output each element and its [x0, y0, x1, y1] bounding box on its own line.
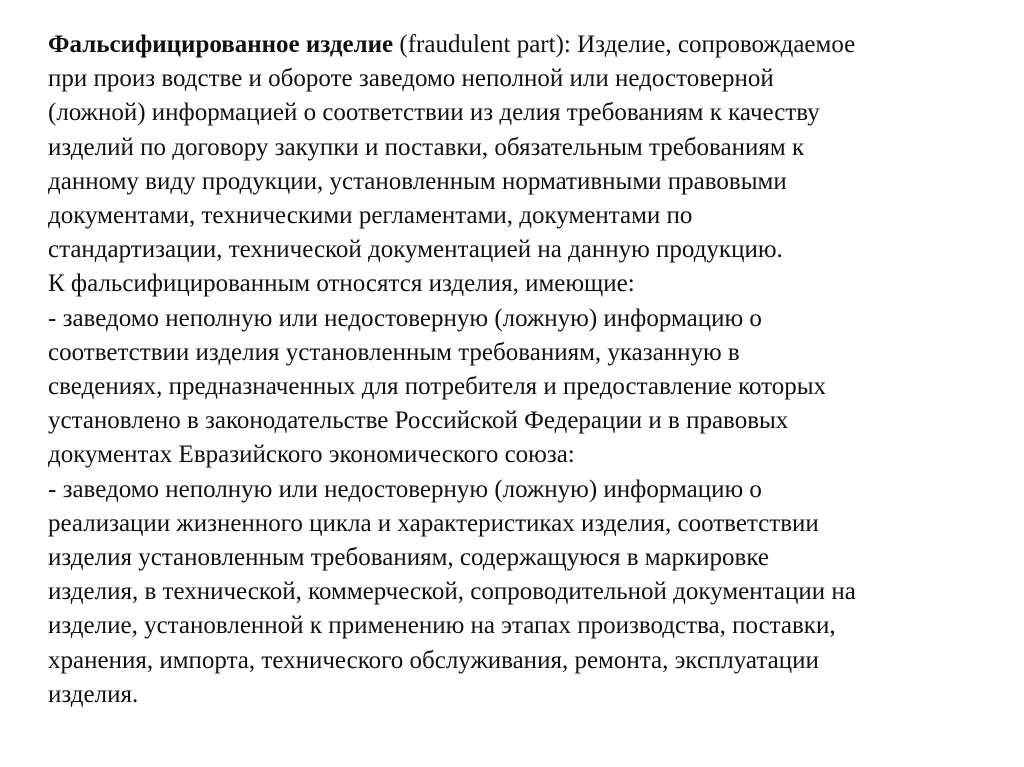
body-text	[48, 28, 988, 712]
item-1-line: - заведомо неполную или недостоверную (ложную) информацию о	[48, 304, 762, 332]
item-2-line: изделия установленным требованиям, содержащуюся в маркировке	[48, 544, 769, 572]
definition-first-line	[48, 28, 988, 62]
item-2-line: изделия.	[48, 680, 139, 708]
item-2-line: - заведомо неполную или недостоверную (ложную) информацию о	[48, 475, 762, 503]
item-1-line: сведениях, предназначенных для потребителя и предоставление которых	[48, 373, 827, 401]
item-1-line: документах Евразийского экономического союза:	[48, 441, 575, 469]
item-2-line: реализации жизненного цикла и характеристиках изделия, соответствии	[48, 509, 819, 537]
item-2-line: хранения, импорта, технического обслуживания, ремонта, эксплуатации	[48, 646, 819, 674]
definition-line: документами, техническими регламентами, документами по	[48, 202, 693, 230]
definition-line: стандартизации, технической документацией на данную продукцию.	[48, 236, 783, 264]
definition-line: (ложной) информацией о соответствии из делия требованиям к качеству	[48, 99, 820, 127]
item-1-line: установлено в законодательстве Российской Федерации и в правовых	[48, 407, 789, 435]
item-2-line: изделия, в технической, коммерческой, сопроводительной документации на	[48, 578, 856, 606]
definition-line: изделий по договору закупки и поставки, обязательным требованиям к	[48, 133, 805, 161]
intro-line: К фальсифицированным относятся изделия, имеющие:	[48, 270, 635, 298]
definition-line: данному виду продукции, установленным нормативными правовыми	[48, 167, 787, 195]
definition-line-continuation: (fraudulent part): Изделие, сопровождаемое	[393, 31, 856, 58]
defined-term: Фальсифицированное изделие	[48, 31, 394, 58]
item-2-line: изделие, установленной к применению на этапах производства, поставки,	[48, 612, 836, 640]
item-1-line: соответствии изделия установленным требованиям, указанную в	[48, 338, 740, 366]
definition-line: при произ водстве и обороте заведомо неполной или недостоверной	[48, 65, 774, 93]
